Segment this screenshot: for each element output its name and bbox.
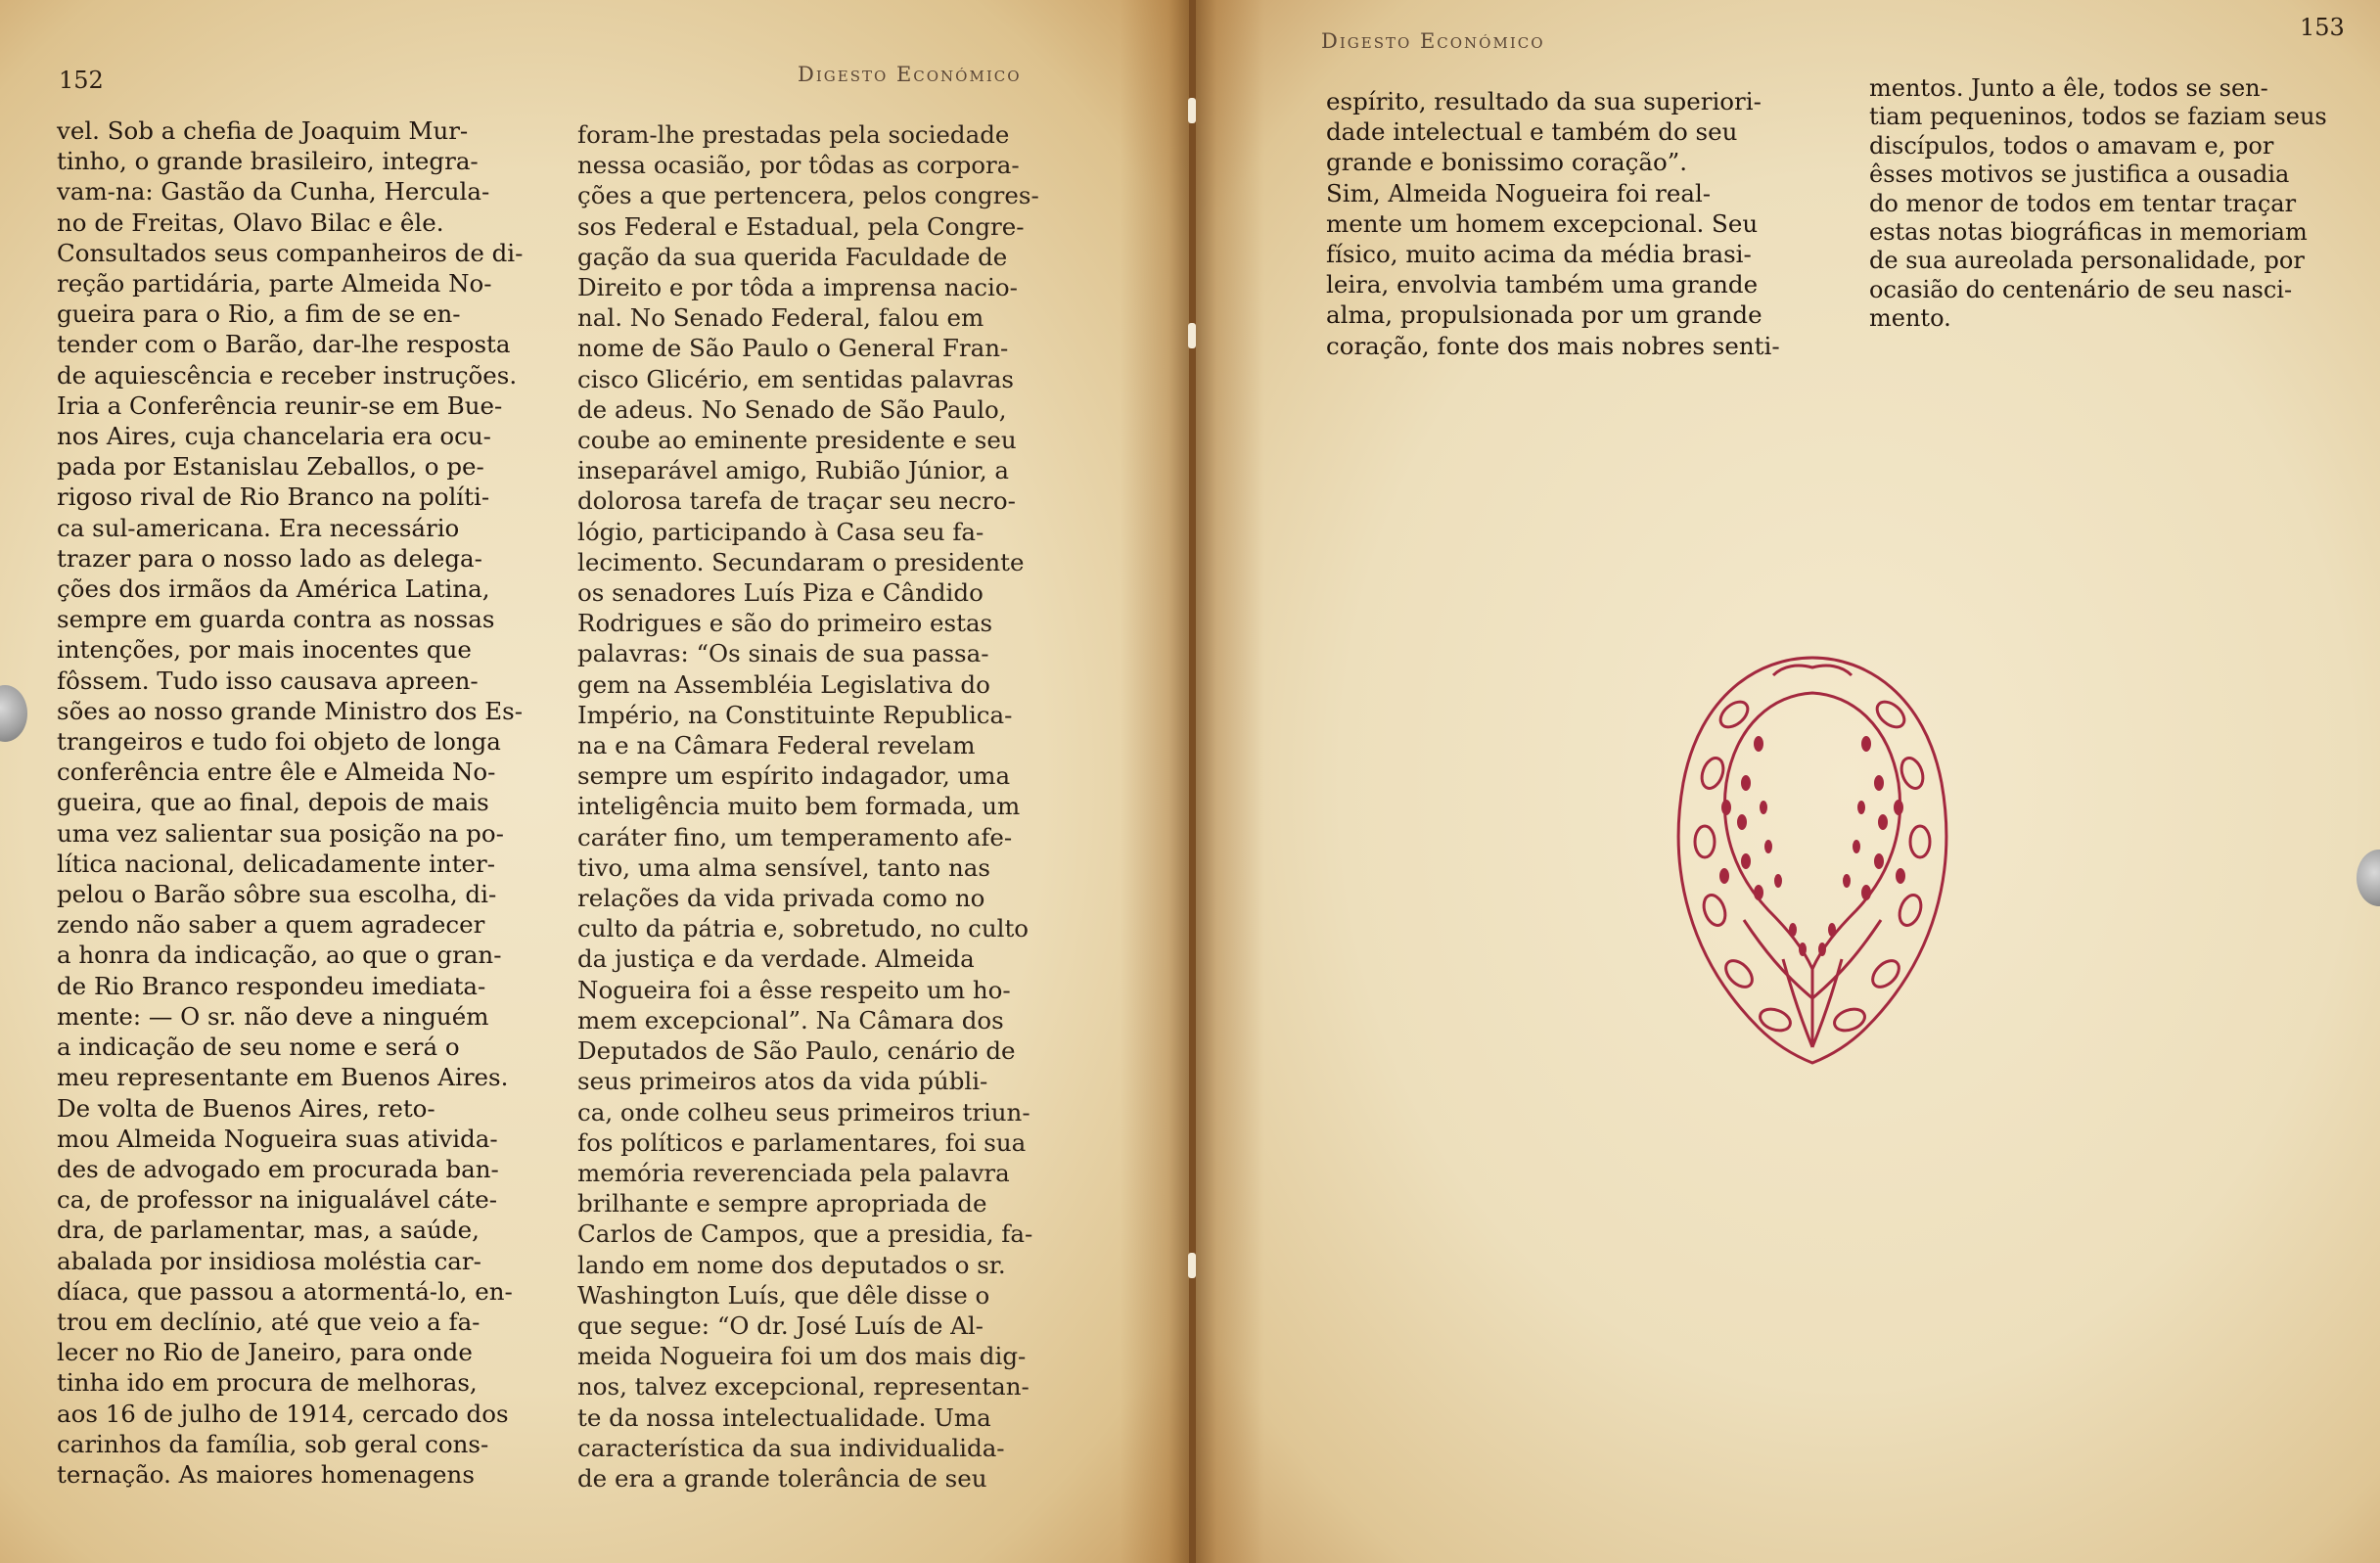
- text-line: Direito e por tôda a imprensa nacio-: [577, 273, 1018, 302]
- text-line: lógio, participando à Casa seu fa-: [577, 517, 984, 546]
- text-line: coração, fonte dos mais nobres senti-: [1326, 331, 1780, 360]
- text-line: sos Federal e Estadual, pela Congre-: [577, 211, 1025, 241]
- text-line: no de Freitas, Olavo Bilac e êle.: [57, 207, 444, 237]
- text-line: zendo não saber a quem agradecer: [57, 910, 485, 940]
- text-line: ca, onde colheu seus primeiros triun-: [577, 1097, 1030, 1126]
- text-line: a indicação de seu nome e será o: [57, 1033, 460, 1062]
- text-line: ternação. As maiores homenagens: [57, 1459, 475, 1489]
- text-line: mente: — O sr. não deve a ninguém: [57, 1001, 489, 1031]
- text-line: tivo, uma alma sensível, tanto nas: [577, 852, 990, 882]
- text-line: tinha ido em procura de melhoras,: [57, 1368, 478, 1398]
- text-line: díaca, que passou a atormentá-lo, en-: [57, 1276, 513, 1306]
- text-line: seus primeiros atos da vida públi-: [577, 1067, 988, 1096]
- text-line: tinho, o grande brasileiro, integra-: [57, 147, 479, 176]
- text-line: Império, na Constituinte Republica-: [577, 700, 1013, 729]
- text-line: vel. Sob a chefia de Joaquim Mur-: [57, 116, 469, 145]
- text-line: sões ao nosso grande Ministro dos Es-: [57, 696, 524, 725]
- text-line: carinhos da família, sob geral cons-: [57, 1429, 489, 1458]
- left-page-column-2: [577, 119, 1072, 1494]
- text-line: tender com o Barão, dar-lhe resposta: [57, 330, 511, 359]
- text-line: fôssem. Tudo isso causava apreen-: [57, 666, 479, 695]
- text-line: trangeiros e tudo foi objeto de longa: [57, 727, 501, 757]
- text-line: uma vez salientar sua posição na po-: [57, 818, 504, 848]
- text-line: Consultados seus companheiros de di-: [57, 238, 524, 267]
- text-line: Deputados de São Paulo, cenário de: [577, 1036, 1016, 1066]
- text-line: discípulos, todos o amavam e, por: [1869, 131, 2274, 160]
- text-line: pada por Estanislau Zeballos, o pe-: [57, 452, 484, 482]
- text-line: vam-na: Gastão da Cunha, Hercula-: [57, 177, 490, 207]
- binding-stitch: [1188, 1253, 1196, 1278]
- text-line: culto da pátria e, sobretudo, no culto: [577, 914, 1030, 943]
- text-line: de Rio Branco respondeu imediata-: [57, 971, 486, 1000]
- text-line: Carlos de Campos, que a presidia, fa-: [577, 1219, 1033, 1249]
- text-line: reção partidária, parte Almeida No-: [57, 269, 492, 299]
- text-line: Washington Luís, que dêle disse o: [577, 1280, 990, 1310]
- text-line: Iria a Conferência reunir-se em Bue-: [57, 391, 503, 420]
- text-line: des de advogado em procurada ban-: [57, 1154, 499, 1183]
- text-line: ca, de professor na inigualável cáte-: [57, 1185, 498, 1215]
- text-line: meida Nogueira foi um dos mais dig-: [577, 1342, 1027, 1371]
- text-line: de adeus. No Senado de São Paulo,: [577, 394, 1007, 424]
- text-line: de aquiescência e receber instruções.: [57, 360, 518, 390]
- floral-wreath-ornament: [1666, 636, 1959, 1077]
- text-line: pelou o Barão sôbre sua escolha, di-: [57, 880, 497, 909]
- text-line: de era a grande tolerância de seu: [577, 1463, 987, 1493]
- text-line: lecer no Rio de Janeiro, para onde: [57, 1338, 473, 1367]
- text-line: relações da vida privada como no: [577, 884, 985, 913]
- text-line: cisco Glicério, em sentidas palavras: [577, 364, 1014, 393]
- text-line: lecimento. Secundaram o presidente: [577, 547, 1025, 576]
- page-number-right: 153: [2300, 14, 2345, 41]
- text-line: trou em declínio, até que veio a fa-: [57, 1307, 481, 1336]
- right-page-column-1: [1326, 86, 1810, 361]
- text-line: do menor de todos em tentar traçar: [1869, 189, 2297, 217]
- text-line: dade intelectual e também do seu: [1326, 117, 1738, 147]
- text-line: palavras: “Os sinais de sua passa-: [577, 639, 989, 668]
- text-line: de sua aureolada personalidade, por: [1869, 247, 2305, 275]
- text-line: inseparável amigo, Rubião Júnior, a: [577, 456, 1009, 485]
- text-line: mem excepcional”. Na Câmara dos: [577, 1005, 1004, 1034]
- binding-stitch: [1188, 98, 1196, 123]
- text-line: brilhante e sempre apropriada de: [577, 1189, 987, 1218]
- text-line: grande e bonissimo coração”.: [1326, 148, 1688, 177]
- text-line: abalada por insidiosa moléstia car-: [57, 1246, 481, 1275]
- text-line: os senadores Luís Piza e Cândido: [577, 578, 984, 608]
- text-line: memória reverenciada pela palavra: [577, 1158, 1010, 1187]
- text-line: gueira, que ao final, depois de mais: [57, 788, 489, 817]
- text-line: espírito, resultado da sua superiori-: [1326, 87, 1762, 115]
- text-line: intenções, por mais inocentes que: [57, 635, 472, 665]
- text-line: sempre em guarda contra as nossas: [57, 605, 495, 634]
- right-page-column-2: [1869, 74, 2358, 334]
- text-line: Sim, Almeida Nogueira foi real-: [1326, 178, 1712, 207]
- text-line: nos, talvez excepcional, representan-: [577, 1372, 1030, 1402]
- right-page: [1196, 0, 2380, 1563]
- text-line: dolorosa tarefa de traçar seu necro-: [577, 486, 1016, 516]
- text-line: na e na Câmara Federal revelam: [577, 731, 976, 760]
- text-line: sempre um espírito indagador, uma: [577, 761, 1011, 791]
- text-line: tiam pequeninos, todos se faziam seus: [1869, 103, 2327, 131]
- text-line: fos políticos e parlamentares, foi sua: [577, 1127, 1027, 1157]
- binding-stitch: [1188, 323, 1196, 348]
- text-line: ocasião do centenário de seu nasci-: [1869, 275, 2293, 303]
- text-line: ções dos irmãos da América Latina,: [57, 575, 490, 604]
- text-line: físico, muito acima da média brasi-: [1326, 240, 1752, 269]
- text-line: mou Almeida Nogueira suas ativida-: [57, 1124, 498, 1153]
- text-line: a honra da indicação, ao que o gran-: [57, 941, 502, 970]
- page-number-left: 152: [59, 67, 104, 94]
- text-line: mento.: [1869, 304, 1951, 333]
- text-line: gação da sua querida Faculdade de: [577, 242, 1008, 271]
- text-line: mentos. Junto a êle, todos se sen-: [1869, 74, 2268, 102]
- running-head-left: Digesto Económico: [798, 63, 1022, 86]
- text-line: estas notas biográficas in memoriam: [1869, 218, 2308, 247]
- text-line: caráter fino, um temperamento afe-: [577, 822, 1013, 851]
- text-line: nome de São Paulo o General Fran-: [577, 334, 1009, 363]
- text-line: lando em nome dos deputados o sr.: [577, 1250, 1006, 1279]
- text-line: dra, de parlamentar, mas, a saúde,: [57, 1216, 480, 1245]
- text-line: inteligência muito bem formada, um: [577, 792, 1021, 821]
- text-line: lítica nacional, delicadamente inter-: [57, 849, 496, 878]
- binding-hole-left: [0, 685, 27, 742]
- text-line: meu representante em Buenos Aires.: [57, 1063, 509, 1092]
- text-line: que segue: “O dr. José Luís de Al-: [577, 1310, 984, 1340]
- text-line: gem na Assembléia Legislativa do: [577, 669, 990, 699]
- text-line: característica da sua individualida-: [577, 1433, 1005, 1462]
- text-line: Rodrigues e são do primeiro estas: [577, 609, 993, 638]
- text-line: gueira para o Rio, a fim de se en-: [57, 299, 461, 329]
- text-line: trazer para o nosso lado as delega-: [57, 543, 482, 573]
- text-line: te da nossa intelectualidade. Uma: [577, 1402, 991, 1432]
- text-line: mente um homem excepcional. Seu: [1326, 208, 1759, 238]
- text-line: nos Aires, cuja chancelaria era ocu-: [57, 422, 491, 451]
- text-line: De volta de Buenos Aires, reto-: [57, 1093, 435, 1123]
- text-line: da justiça e da verdade. Almeida: [577, 944, 975, 974]
- left-page: [0, 0, 1189, 1563]
- text-line: nessa ocasião, por tôdas as corpora-: [577, 151, 1020, 180]
- text-line: alma, propulsionada por um grande: [1326, 300, 1762, 330]
- left-page-column-1: [57, 115, 534, 1490]
- text-line: rigoso rival de Rio Branco na políti-: [57, 483, 490, 512]
- text-line: conferência entre êle e Almeida No-: [57, 758, 496, 787]
- text-line: ca sul-americana. Era necessário: [57, 513, 460, 542]
- text-line: aos 16 de julho de 1914, cercado dos: [57, 1399, 509, 1428]
- text-line: foram-lhe prestadas pela sociedade: [577, 120, 1010, 149]
- text-line: nal. No Senado Federal, falou em: [577, 303, 984, 333]
- text-line: ções a que pertencera, pelos congres-: [577, 181, 1039, 210]
- text-line: coube ao eminente presidente e seu: [577, 426, 1017, 455]
- binding-hole-right: [2357, 850, 2380, 906]
- running-head-right: Digesto Económico: [1321, 29, 1545, 53]
- text-line: Nogueira foi a êsse respeito um ho-: [577, 975, 1011, 1004]
- text-line: êsses motivos se justifica a ousadia: [1869, 161, 2290, 189]
- text-line: leira, envolvia também uma grande: [1326, 270, 1759, 299]
